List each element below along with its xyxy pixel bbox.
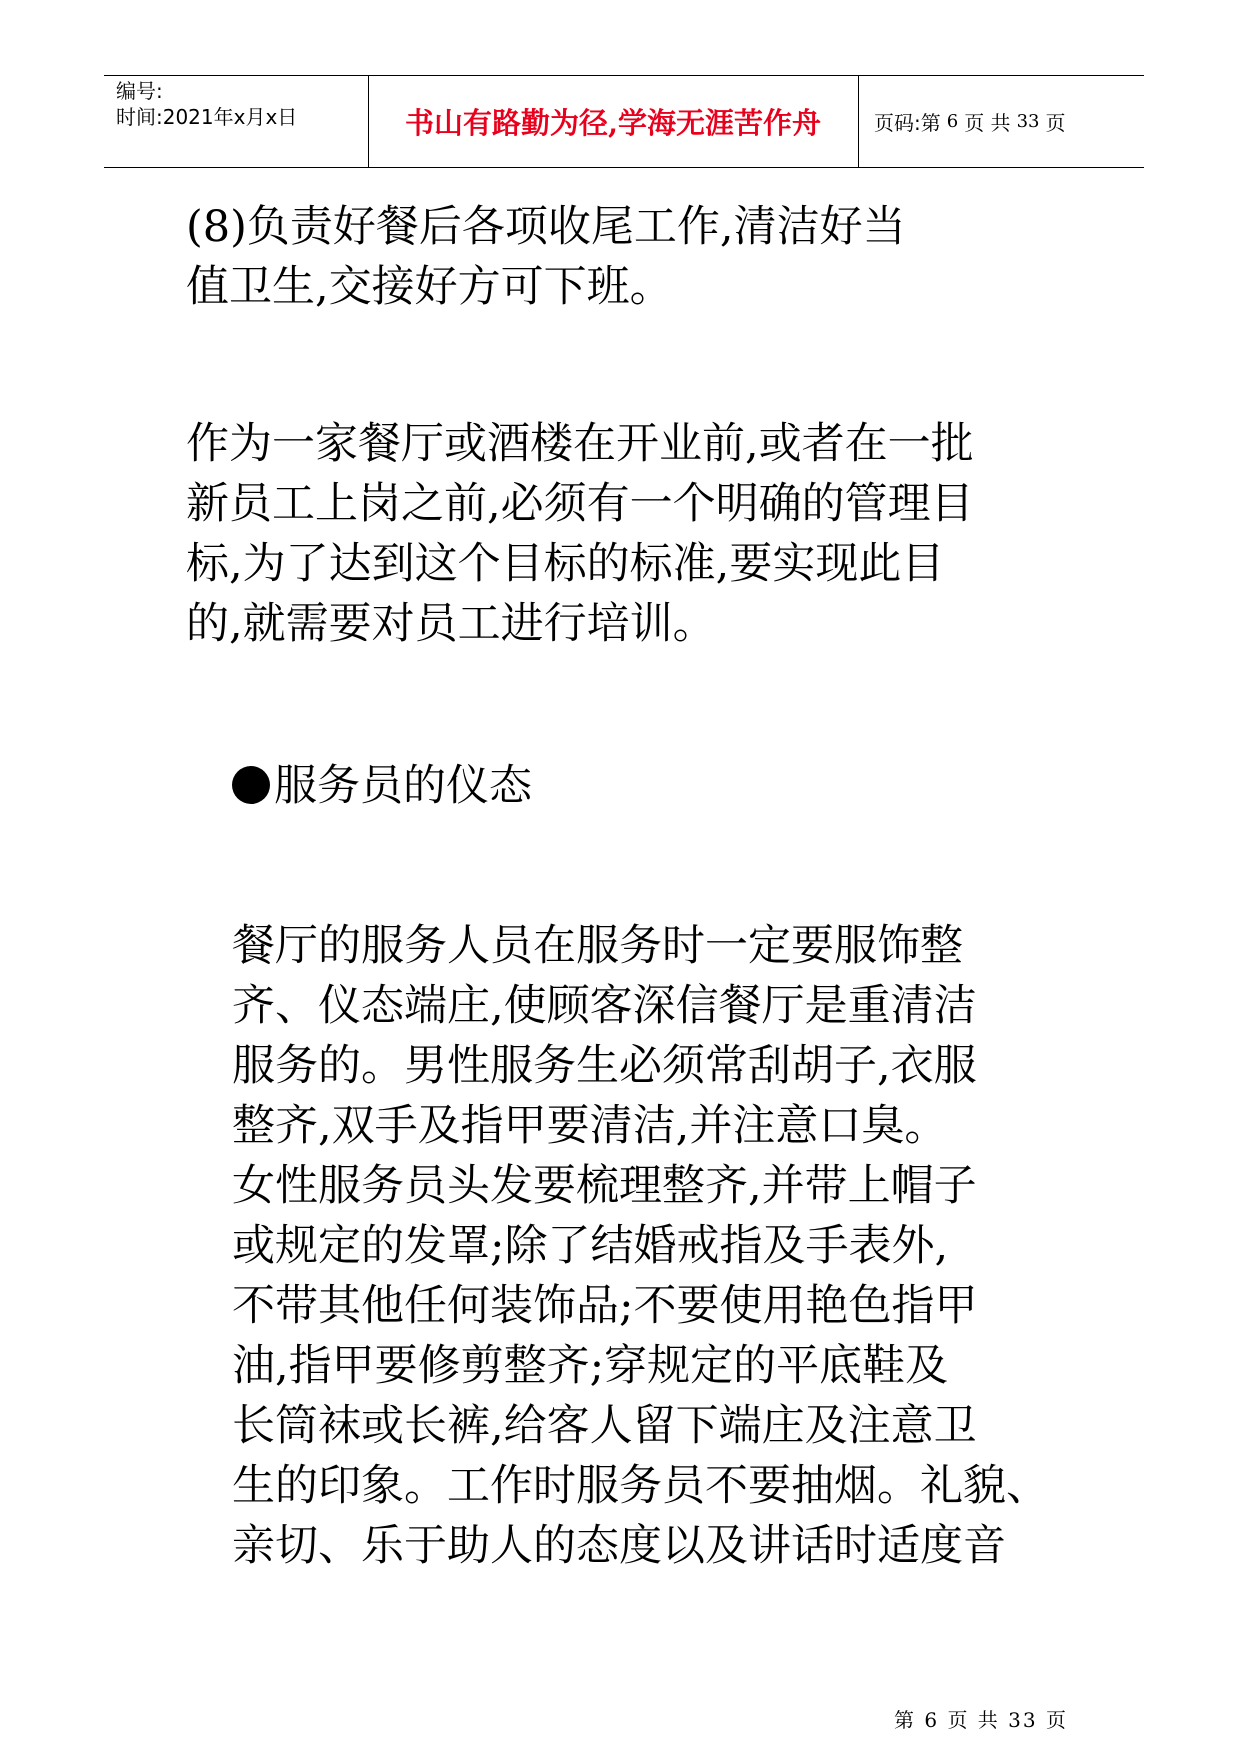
page-suffix: 页: [1045, 111, 1066, 135]
text-line: 不带其他任何装饰品;不要使用艳色指甲: [232, 1281, 978, 1331]
text-line: 值卫生,交接好方可下班。: [186, 262, 673, 312]
paragraph-closing-duties: [186, 197, 906, 317]
paragraph-waiter-appearance: [232, 916, 1049, 1576]
text-line: 标,为了达到这个目标的标准,要实现此目: [186, 539, 945, 589]
paragraph-training-intro: [186, 414, 974, 654]
page-prefix: 页码:第: [874, 111, 941, 135]
text-line: 生的印象。工作时服务员不要抽烟。礼貌、: [232, 1461, 1049, 1511]
page-header: [104, 75, 1144, 168]
section-heading-text: 服务员的仪态: [274, 761, 532, 811]
header-meta: [116, 78, 297, 130]
text-line: 齐、仪态端庄,使顾客深信餐厅是重清洁: [232, 981, 977, 1031]
document-time-label: 时间:2021年x月x日: [116, 105, 298, 129]
document-number-label: 编号:: [116, 79, 163, 103]
text-line: 作为一家餐厅或酒楼在开业前,或者在一批: [186, 419, 974, 469]
text-line: 新员工上岗之前,必须有一个明确的管理目: [186, 479, 974, 529]
header-motto: 书山有路勤为径,学海无涯苦作舟: [404, 106, 822, 140]
page-number: 6: [946, 111, 959, 132]
text-line: 餐厅的服务人员在服务时一定要服饰整: [232, 921, 963, 971]
page-footer: 第 6 页 共 33 页: [894, 1708, 1068, 1732]
text-line: (8)负责好餐后各项收尾工作,清洁好当: [186, 202, 906, 252]
text-line: 整齐,双手及指甲要清洁,并注意口臭。: [232, 1101, 948, 1151]
page-total: 33: [1016, 111, 1040, 132]
text-line: 长筒袜或长裤,给客人留下端庄及注意卫: [232, 1401, 977, 1451]
bullet-icon: [232, 766, 270, 804]
text-line: 油,指甲要修剪整齐;穿规定的平底鞋及: [232, 1341, 949, 1391]
text-line: 的,就需要对员工进行培训。: [186, 599, 716, 649]
text-line: 或规定的发罩;除了结婚戒指及手表外,: [232, 1221, 949, 1271]
text-line: 女性服务员头发要梳理整齐,并带上帽子: [232, 1161, 977, 1211]
header-page-info: [858, 76, 1144, 167]
text-line: 亲切、乐于助人的态度以及讲话时适度音: [232, 1521, 1006, 1571]
page-mid: 页 共: [964, 111, 1011, 135]
section-heading: [232, 756, 532, 816]
text-line: 服务的。男性服务生必须常刮胡子,衣服: [232, 1041, 977, 1091]
